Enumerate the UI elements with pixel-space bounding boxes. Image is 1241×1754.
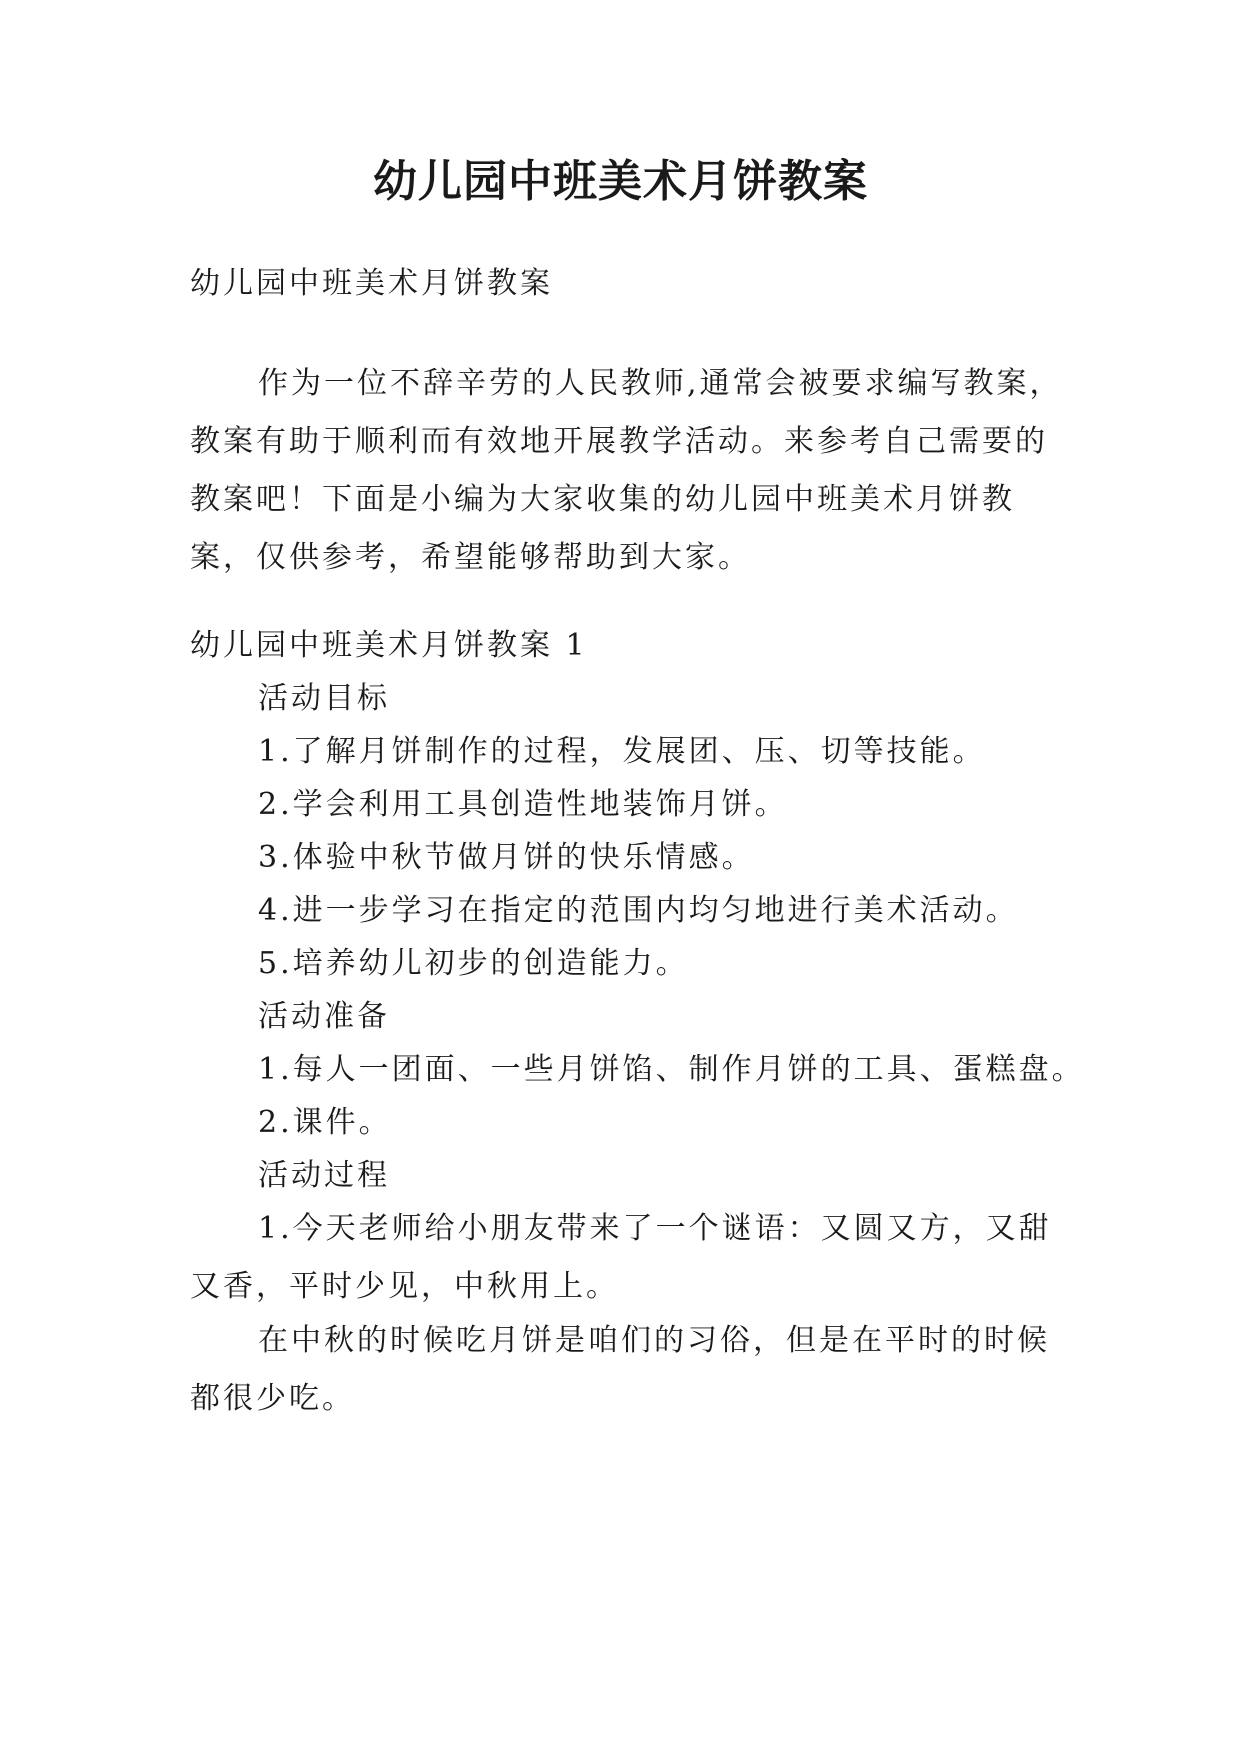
goals-heading: 活动目标 — [258, 681, 390, 716]
goal-item: 4.进一步学习在指定的范围内均匀地进行美术活动。 — [258, 893, 1019, 928]
intro-paragraph — [190, 355, 1063, 587]
goal-item: 3.体验中秋节做月饼的快乐情感。 — [258, 840, 755, 875]
process-line: 在中秋的时候吃月饼是咱们的习俗，但是在平时的时候 — [258, 1323, 1050, 1358]
goal-item: 1.了解月饼制作的过程，发展团、压、切等技能。 — [258, 734, 986, 769]
process-line: 1.今天老师给小朋友带来了一个谜语：又圆又方，又甜 — [258, 1211, 1052, 1246]
intro-line: 作为一位不辞辛劳的人民教师,通常会被要求编写教案， — [258, 366, 1063, 401]
process-paragraph — [190, 1312, 1060, 1428]
intro-line: 教案吧！下面是小编为大家收集的幼儿园中班美术月饼教 — [190, 482, 1015, 517]
process-heading: 活动过程 — [258, 1158, 390, 1193]
goal-item: 2.学会利用工具创造性地装饰月饼。 — [258, 787, 788, 822]
document-subtitle: 幼儿园中班美术月饼教案 — [190, 266, 553, 301]
process-paragraph — [190, 1200, 1060, 1316]
goal-item: 5.培养幼儿初步的创造能力。 — [258, 946, 689, 981]
prep-item: 2.课件。 — [258, 1105, 392, 1140]
prep-heading: 活动准备 — [258, 999, 390, 1034]
process-line: 又香，平时少见，中秋用上。 — [190, 1269, 619, 1304]
section-title: 幼儿园中班美术月饼教案 1 — [190, 628, 588, 663]
prep-item: 1.每人一团面、一些月饼馅、制作月饼的工具、蛋糕盘。 — [258, 1052, 1085, 1087]
intro-line: 案，仅供参考，希望能够帮助到大家。 — [190, 540, 751, 575]
document-title: 幼儿园中班美术月饼教案 — [373, 156, 868, 207]
intro-line: 教案有助于顺利而有效地开展教学活动。来参考自己需要的 — [190, 424, 1048, 459]
process-line: 都很少吃。 — [190, 1381, 355, 1416]
